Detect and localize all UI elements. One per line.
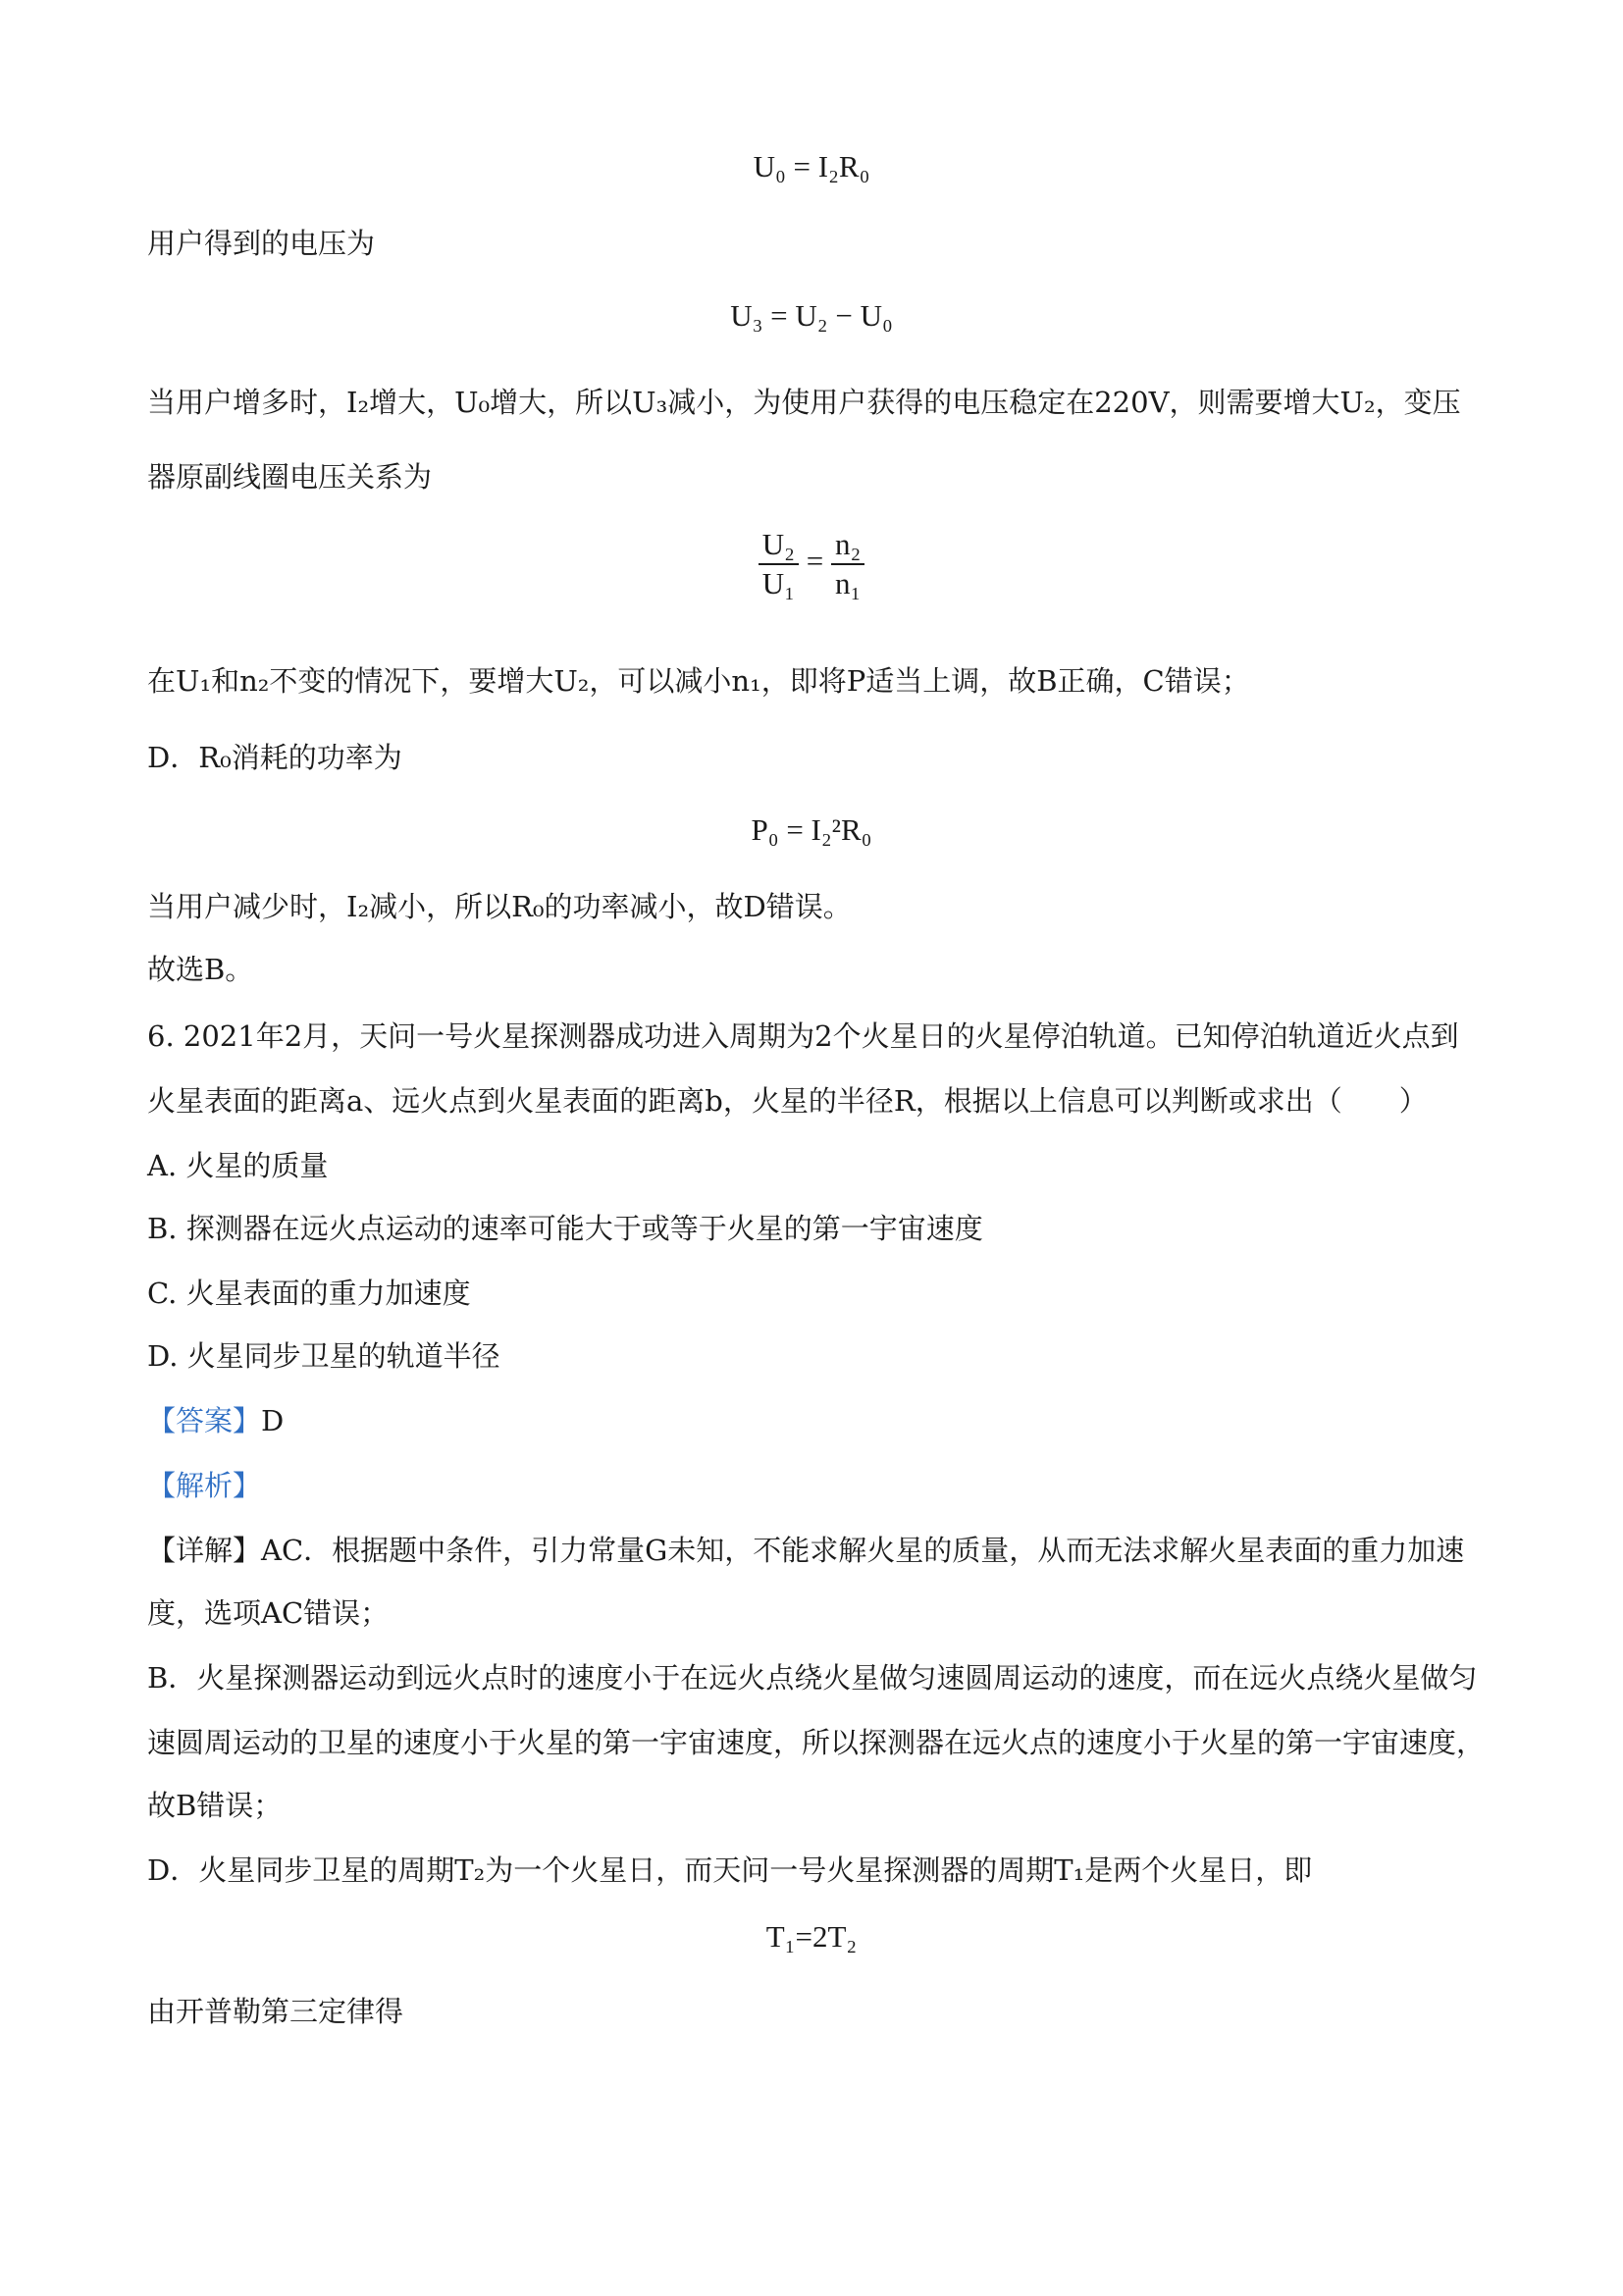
paragraph-option-d-power: D．R₀消耗的功率为 bbox=[147, 741, 402, 774]
fraction-numerator: U₂ bbox=[759, 526, 799, 565]
paragraph-choose-b: 故选B。 bbox=[147, 953, 254, 986]
detail-b-line1: B．火星探测器运动到远火点时的速度小于在远火点绕火星做匀速圆周运动的速度，而在远火点绕火星做匀 bbox=[147, 1661, 1478, 1695]
fraction-numerator: n₂ bbox=[831, 526, 864, 565]
answer-line bbox=[147, 1401, 1476, 1440]
fraction-denominator: U₁ bbox=[761, 566, 795, 600]
answer-value: D bbox=[261, 1404, 285, 1437]
equals-sign: = bbox=[806, 544, 824, 579]
detail-ac-line2: 度，选项AC错误； bbox=[147, 1596, 390, 1630]
question-6-stem-line1: 6. 2021年2月，天问一号火星探测器成功进入周期为2个火星日的火星停泊轨道。已知停泊轨道近火点到 bbox=[147, 1019, 1459, 1053]
equation-u0: U₀ = I₂R₀ bbox=[753, 149, 870, 183]
option-b: B. 探测器在远火点运动的速率可能大于或等于火星的第一宇宙速度 bbox=[147, 1212, 983, 1245]
paragraph-users-increase: 当用户增多时，I₂增大，U₀增大，所以U₃减小，为使用户获得的电压稳定在220V，则需要增大U₂，变压 bbox=[147, 386, 1461, 419]
equation-u3: U₃ = U₂ − U₀ bbox=[730, 298, 893, 333]
detail-d-line1: D．火星同步卫星的周期T₂为一个火星日，而天问一号火星探测器的周期T₁是两个火星日，即 bbox=[147, 1853, 1313, 1887]
option-c: C. 火星表面的重力加速度 bbox=[147, 1277, 471, 1310]
paragraph-kepler-third-law: 由开普勒第三定律得 bbox=[147, 1995, 404, 2028]
equation-turns-ratio bbox=[0, 526, 1623, 602]
paragraph-users-decrease: 当用户减少时，I₂减小，所以R₀的功率减小，故D错误。 bbox=[147, 890, 852, 923]
answer-tag: 【答案】 bbox=[147, 1404, 262, 1437]
detail-b-line3: 故B错误； bbox=[147, 1789, 283, 1822]
option-d: D. 火星同步卫星的轨道半径 bbox=[147, 1339, 500, 1373]
question-6-stem-line2: 火星表面的距离a、远火点到火星表面的距离b，火星的半径R，根据以上信息可以判断或求出（ ） bbox=[147, 1084, 1428, 1118]
option-a: A. 火星的质量 bbox=[147, 1149, 329, 1182]
fraction-turns bbox=[831, 526, 864, 602]
detail-ac-line1: 【详解】AC．根据题中条件，引力常量G未知，不能求解火星的质量，从而无法求解火星表面的重力加速 bbox=[147, 1534, 1465, 1567]
paragraph-transformer-relation: 器原副线圈电压关系为 bbox=[147, 460, 433, 494]
fraction-voltage bbox=[759, 526, 799, 602]
equation-t1-t2: T₁=2T₂ bbox=[765, 1919, 858, 1954]
paragraph-user-voltage: 用户得到的电压为 bbox=[147, 227, 376, 260]
equation-p0: P₀ = I₂²R₀ bbox=[751, 812, 872, 847]
paragraph-adjust-p: 在U₁和n₂不变的情况下，要增大U₂，可以减小n₁，即将P适当上调，故B正确，C错误； bbox=[147, 664, 1250, 698]
analysis-tag: 【解析】 bbox=[147, 1469, 262, 1502]
detail-b-line2: 速圆周运动的卫星的速度小于火星的第一宇宙速度，所以探测器在远火点的速度小于火星的第一宇宙速度， bbox=[147, 1726, 1486, 1759]
fraction-denominator: n₁ bbox=[834, 566, 862, 600]
